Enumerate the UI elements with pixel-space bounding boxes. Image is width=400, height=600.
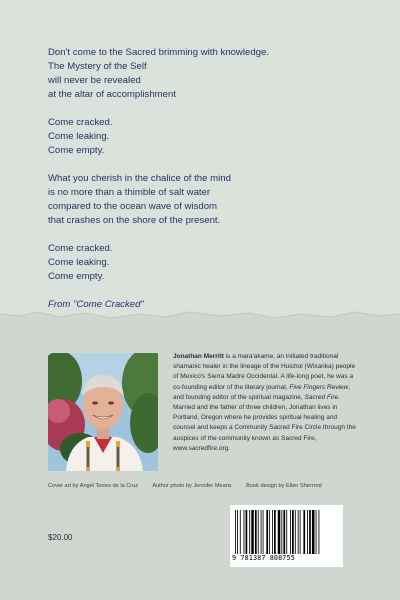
- bio-text: is a mara'akame, an initiated traditional shamanic healer in the lineage of the Huichol (Wixarika) people of Mexico's Sierra Madre Occidental. A life-long poet, he was a co-founding editor of the literary journal,: [173, 353, 356, 391]
- author-bio: [173, 352, 359, 454]
- poem-line: Come empty.: [48, 145, 105, 156]
- barcode-bar: [251, 510, 254, 554]
- barcode-digits: 9 781387 808755: [232, 554, 295, 562]
- barcode-bar: [261, 510, 262, 554]
- barcode-bar: [246, 510, 248, 554]
- barcode-bar: [283, 510, 285, 554]
- credits: [48, 483, 368, 489]
- barcode-bar: [300, 510, 301, 554]
- barcode-bar: [312, 510, 315, 554]
- barcode-bar: [258, 510, 259, 554]
- author-photo: [48, 353, 158, 471]
- poem-line: Come leaking.: [48, 131, 110, 142]
- price: $20.00: [48, 533, 73, 542]
- poem-stanza-1: [48, 46, 368, 102]
- barcode-bar: [316, 510, 317, 554]
- poem-stanza-3: [48, 172, 368, 228]
- barcode-bar: [292, 510, 294, 554]
- barcode-bar: [286, 510, 287, 554]
- barcode-bar: [244, 510, 245, 554]
- poem-line: Come cracked.: [48, 243, 113, 254]
- barcode-bars: [234, 510, 339, 554]
- journal-title: Five Fingers Review: [289, 383, 349, 391]
- barcode-bar: [269, 510, 270, 554]
- barcode-bar: [235, 510, 236, 554]
- book-design-credit: Book design by Ellen Sherrrod: [246, 483, 322, 489]
- poem-line: Come leaking.: [48, 257, 110, 268]
- poem-line: at the altar of accomplishment: [48, 89, 176, 100]
- bio-text: , and founding editor of the spiritual magazine,: [173, 383, 351, 401]
- poem-line: will never be revealed: [48, 75, 141, 86]
- isbn-barcode: [230, 505, 343, 567]
- barcode-bar: [290, 510, 291, 554]
- barcode-bar: [274, 510, 276, 554]
- barcode-bar: [263, 510, 264, 554]
- poem-source: From "Come Cracked": [48, 299, 144, 310]
- author-photo-credit: Author photo by Jennifer Means: [152, 483, 232, 489]
- barcode-bar: [278, 510, 281, 554]
- poem-line: Come empty.: [48, 271, 105, 282]
- poem-line: is no more than a thimble of salt water: [48, 187, 211, 198]
- poem-line: compared to the ocean wave of wisdom: [48, 201, 218, 212]
- barcode-bar: [281, 510, 282, 554]
- barcode-bar: [319, 510, 320, 554]
- barcode-bar: [266, 510, 268, 554]
- poem-line: Don't come to the Sacred brimming with knowledge.: [48, 47, 269, 58]
- magazine-title: Sacred Fire: [304, 393, 339, 401]
- author-name: Jonathan Merritt: [173, 353, 224, 360]
- bio-text: . Married and the father of three children, Jonathan lives in Portland, Oregon where he provides spiritual healing and counsel and keeps a Community Sacred Fire Circle through the auspices of the community known as Sacred Fire, www.sacredfire.org.: [173, 393, 356, 452]
- barcode-bar: [240, 510, 241, 554]
- poem-stanza-4: [48, 242, 368, 284]
- poem-line: that crashes on the shore of the present.: [48, 215, 221, 226]
- barcode-bar: [237, 510, 238, 554]
- barcode-bar: [309, 510, 311, 554]
- cover-art-credit: Cover art by Angel Torres de la Cruz: [48, 483, 139, 489]
- poem-line: The Mystery of the Self: [48, 61, 147, 72]
- poem-stanza-2: [48, 116, 368, 158]
- barcode-bar: [255, 510, 257, 554]
- barcode-bar: [298, 510, 299, 554]
- barcode-bar: [303, 510, 305, 554]
- barcode-bar: [249, 510, 250, 554]
- barcode-bar: [272, 510, 273, 554]
- poem-line: Come cracked.: [48, 117, 113, 128]
- barcode-bar: [307, 510, 308, 554]
- barcode-bar: [295, 510, 296, 554]
- poem-line: What you cherish in the chalice of the mind: [48, 173, 231, 184]
- poem: [48, 46, 368, 312]
